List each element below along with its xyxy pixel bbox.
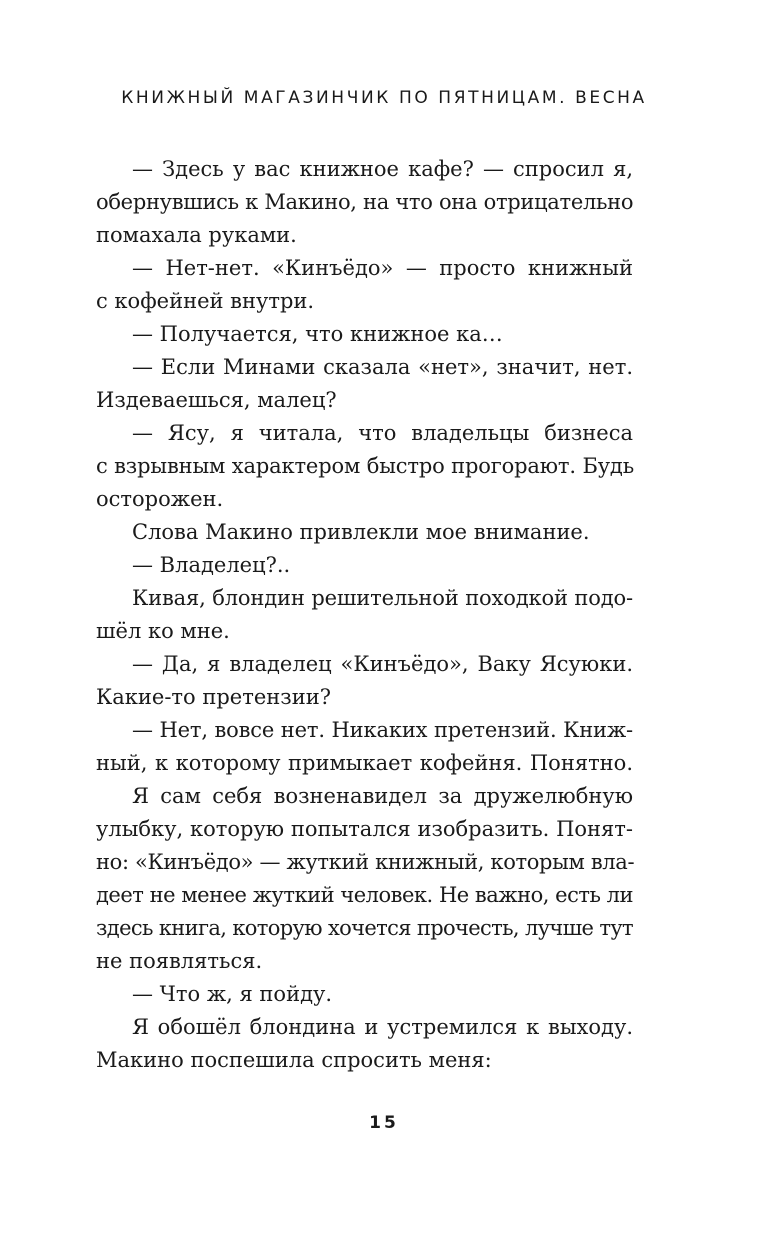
text-line: — Если Минами сказала «нет», значит, нет. <box>132 355 633 379</box>
text-line: — Нет-нет. «Кинъёдо» — просто книжный <box>132 256 633 280</box>
text-line: Я сам себя возненавидел за дружелюбную <box>132 784 633 808</box>
text-line: с кофейней внутри. <box>96 289 315 313</box>
text-line: — Да, я владелец «Кинъёдо», Ваку Ясуюки. <box>132 652 633 676</box>
text-line: — Владелец?.. <box>132 553 291 577</box>
text-line: Издеваешься, малец? <box>96 388 337 412</box>
text-line: шёл ко мне. <box>96 619 230 643</box>
body-text <box>96 153 633 1077</box>
page-number: 15 <box>369 1113 399 1133</box>
text-line: осторожен. <box>96 487 224 511</box>
text-line: ный, к которому примыкает кофейня. Понятно. <box>96 751 633 775</box>
text-line: — Получается, что книжное ка… <box>132 322 503 346</box>
text-line: Слова Макино привлекли мое внимание. <box>132 520 590 544</box>
text-line: — Что ж, я пойду. <box>132 982 333 1006</box>
text-line: Какие-то претензии? <box>96 685 331 709</box>
text-line: Я обошёл блондина и устремился к выходу. <box>132 1015 633 1039</box>
text-line: помахала руками. <box>96 223 297 247</box>
text-line: деет не менее жуткий человек. Не важно, есть ли <box>96 883 633 907</box>
text-line: но: «Кинъёдо» — жуткий книжный, которым вла- <box>96 850 635 874</box>
text-line: здесь книга, которую хочется прочесть, лучше тут <box>96 916 633 940</box>
text-line: обернувшись к Макино, на что она отрицательно <box>96 190 634 214</box>
text-line: Кивая, блондин решительной походкой подо- <box>132 586 633 610</box>
text-line: — Здесь у вас книжное кафе? — спросил я, <box>132 157 633 181</box>
text-line: с взрывным характером быстро прогорают. Будь <box>96 454 634 478</box>
text-line: Макино поспешила спросить меня: <box>96 1048 492 1072</box>
text-line: не появляться. <box>96 949 263 973</box>
text-line: — Нет, вовсе нет. Никаких претензий. Книж- <box>132 718 633 742</box>
running-head: КНИЖНЫЙ МАГАЗИНЧИК ПО ПЯТНИЦАМ. ВЕСНА <box>121 88 647 108</box>
text-line: улыбку, которую попытался изобразить. Понят- <box>96 817 633 841</box>
text-line: — Ясу, я читала, что владельцы бизнеса <box>132 421 633 445</box>
